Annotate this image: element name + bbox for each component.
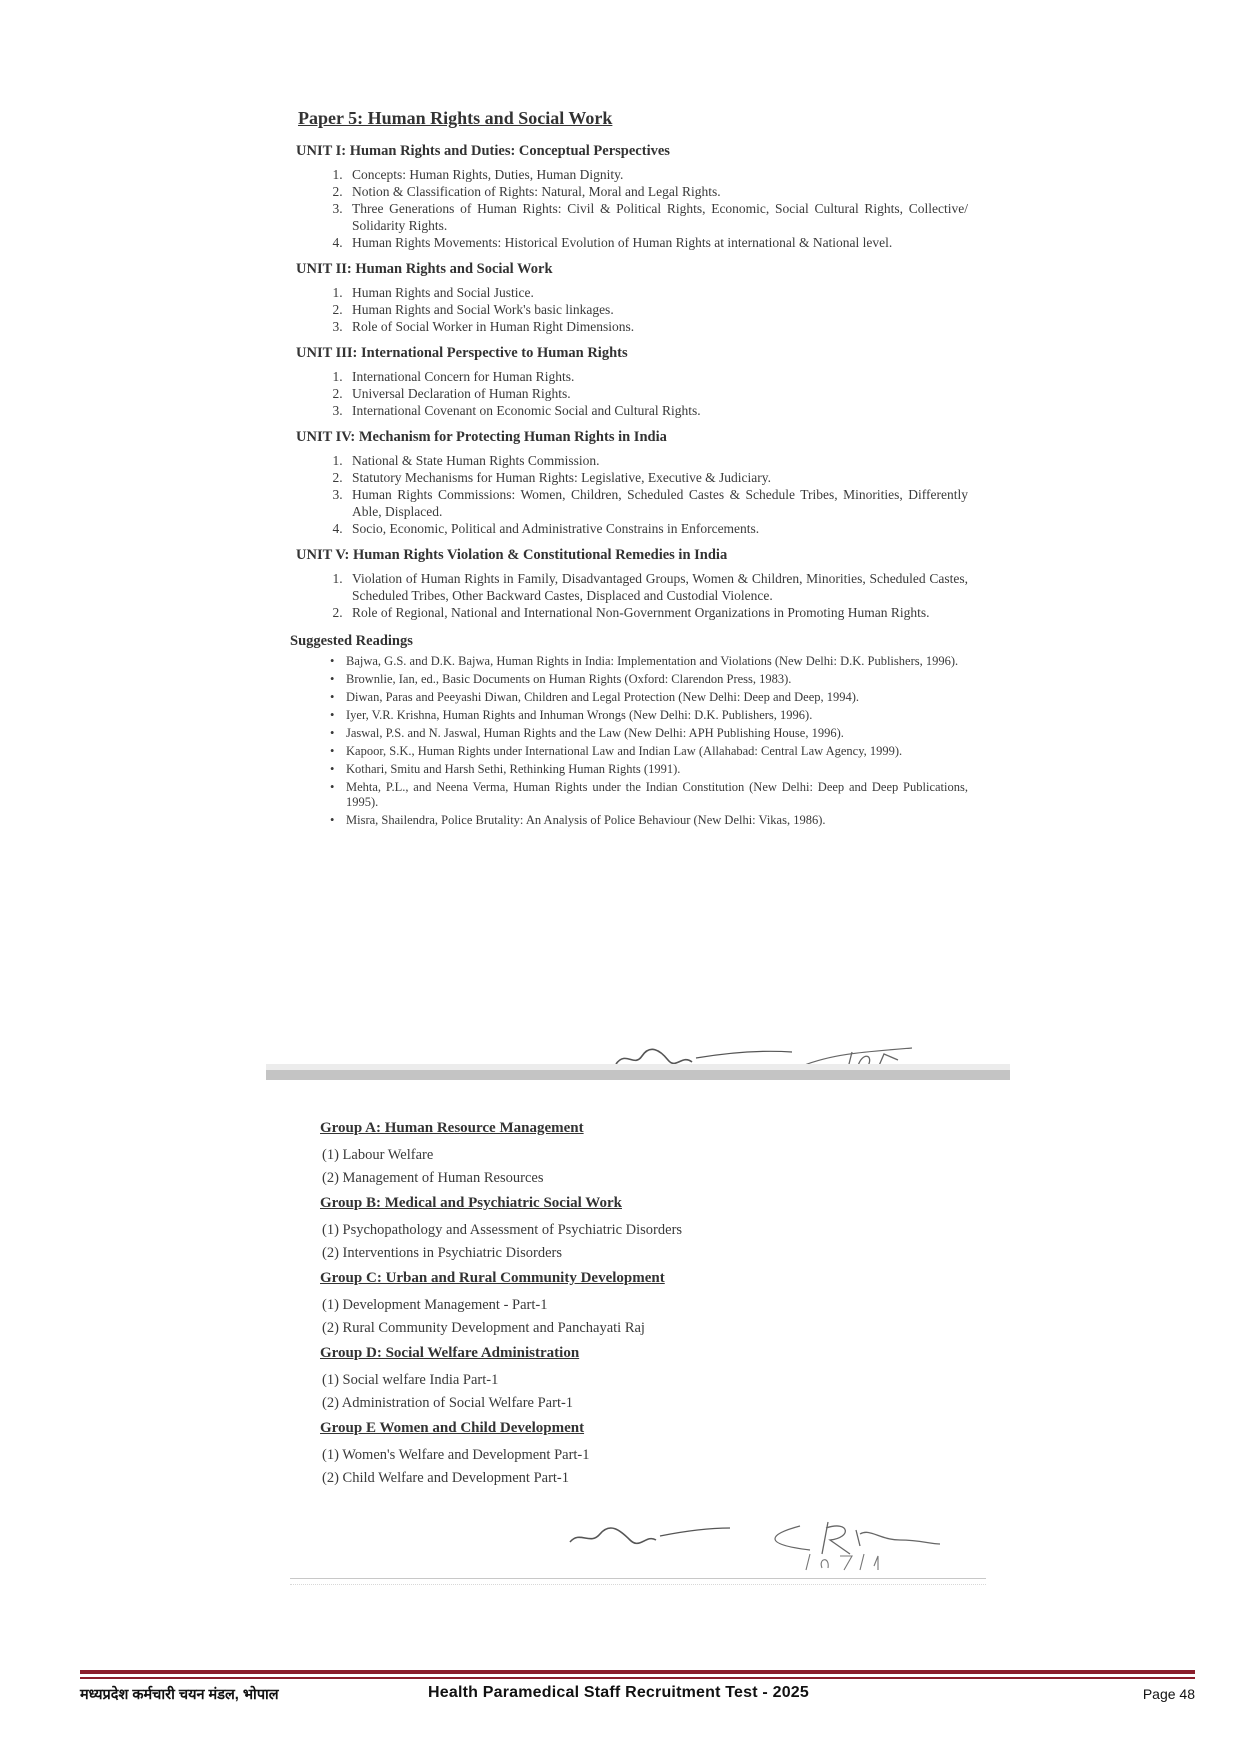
unit-item-list (288, 570, 968, 621)
reading-item: • Kapoor, S.K., Human Rights under International Law and Indian Law (Allahabad: Central Law Agency, 1999). (346, 744, 968, 759)
reading-item: • Diwan, Paras and Peeyashi Diwan, Children and Legal Protection (New Delhi: Deep and Deep, 1994). (346, 690, 968, 705)
footer-organization: मध्यप्रदेश कर्मचारी चयन मंडल, भोपाल (80, 1687, 279, 1703)
unit-title: UNIT II: Human Rights and Social Work (296, 261, 553, 277)
reading-item: • Mehta, P.L., and Neena Verma, Human Rights under the Indian Constitution (New Delhi: Deep and Deep Publications, 1995). (346, 780, 968, 810)
unit-5 (288, 547, 968, 621)
list-item: 3. International Covenant on Economic Social and Cultural Rights. (346, 402, 968, 419)
unit-item-list (288, 284, 968, 335)
list-item: 3. Three Generations of Human Rights: Civil & Political Rights, Economic, Social Cultural Rights, Collective/ Solidarity Rights. (346, 200, 968, 234)
group-item: (1) Development Management - Part-1 (322, 1297, 548, 1313)
list-item: 1. Concepts: Human Rights, Duties, Human Dignity. (346, 166, 968, 183)
group-title: Group A: Human Resource Management (320, 1120, 584, 1136)
group-item: (2) Administration of Social Welfare Part-1 (322, 1395, 574, 1411)
list-item: 3. Role of Social Worker in Human Right Dimensions. (346, 318, 968, 335)
list-item: 1. Violation of Human Rights in Family, Disadvantaged Groups, Women & Children, Minorities, Scheduled Castes, Scheduled Tribes, Other Backward Castes, Displaced and Custodial Violence. (346, 570, 968, 604)
page-number: Page 48 (1142, 1686, 1195, 1702)
group-item: (1) Women's Welfare and Development Part-1 (322, 1447, 590, 1463)
unit-title: UNIT V: Human Rights Violation & Constitutional Remedies in India (296, 547, 728, 563)
unit-item-list (288, 166, 968, 251)
list-item: 2. Universal Declaration of Human Rights. (346, 385, 968, 402)
list-item: 2. Human Rights and Social Work's basic linkages. (346, 301, 968, 318)
scan-bottom-border (290, 1578, 986, 1579)
list-item: 2. Role of Regional, National and International Non-Government Organizations in Promoting Human Rights. (346, 604, 968, 621)
group-item: (2) Rural Community Development and Panchayati Raj (322, 1320, 645, 1336)
suggested-readings-title: Suggested Readings (290, 633, 413, 649)
syllabus-scan-paper5 (288, 96, 968, 831)
group-item: (2) Child Welfare and Development Part-1 (322, 1470, 570, 1486)
group-c (320, 1270, 980, 1337)
signature-2-image (560, 1500, 980, 1572)
syllabus-scan-groups (320, 1112, 980, 1493)
scan-bottom-border-dotted (290, 1584, 986, 1585)
group-item: (1) Social welfare India Part-1 (322, 1372, 499, 1388)
paper-title: Paper 5: Human Rights and Social Work (298, 108, 613, 128)
reading-item: • Bajwa, G.S. and D.K. Bajwa, Human Rights in India: Implementation and Violations (New Delhi: D.K. Publishers, 1996). (346, 654, 968, 669)
unit-4 (288, 429, 968, 537)
unit-title: UNIT I: Human Rights and Duties: Conceptual Perspectives (296, 143, 670, 159)
group-title: Group C: Urban and Rural Community Development (320, 1270, 665, 1286)
unit-3 (288, 345, 968, 419)
list-item: 2. Notion & Classification of Rights: Natural, Moral and Legal Rights. (346, 183, 968, 200)
footer-test-name: Health Paramedical Staff Recruitment Test - 2025 (428, 1684, 809, 1701)
reading-item: • Kothari, Smitu and Harsh Sethi, Rethinking Human Rights (1991). (346, 762, 968, 777)
list-item: 1. International Concern for Human Rights. (346, 368, 968, 385)
unit-title: UNIT III: International Perspective to Human Rights (296, 345, 628, 361)
list-item: 4. Human Rights Movements: Historical Evolution of Human Rights at international & National level. (346, 234, 968, 251)
group-item: (1) Psychopathology and Assessment of Psychiatric Disorders (322, 1222, 683, 1238)
reading-item: • Jaswal, P.S. and N. Jaswal, Human Rights and the Law (New Delhi: APH Publishing House, 1996). (346, 726, 968, 741)
scan-separator (266, 1070, 1010, 1080)
group-item: (2) Management of Human Resources (322, 1170, 544, 1186)
list-item: 1. Human Rights and Social Justice. (346, 284, 968, 301)
footer-rule-thin (80, 1677, 1195, 1679)
list-item: 2. Statutory Mechanisms for Human Rights: Legislative, Executive & Judiciary. (346, 469, 968, 486)
unit-item-list (288, 452, 968, 537)
list-item: 1. National & State Human Rights Commission. (346, 452, 968, 469)
group-b (320, 1195, 980, 1262)
list-item: 3. Human Rights Commissions: Women, Children, Scheduled Castes & Schedule Tribes, Minorities, Differently Able, Displaced. (346, 486, 968, 520)
unit-1 (288, 143, 968, 251)
group-item: (2) Interventions in Psychiatric Disorders (322, 1245, 563, 1261)
group-a (320, 1120, 980, 1187)
reading-item: • Misra, Shailendra, Police Brutality: An Analysis of Police Behaviour (New Delhi: Vikas, 1986). (346, 813, 968, 828)
list-item: 4. Socio, Economic, Political and Administrative Constrains in Enforcements. (346, 520, 968, 537)
unit-item-list (288, 368, 968, 419)
group-title: Group E Women and Child Development (320, 1420, 585, 1436)
unit-title: UNIT IV: Mechanism for Protecting Human Rights in India (296, 429, 667, 445)
unit-2 (288, 261, 968, 335)
group-e (320, 1420, 980, 1487)
group-d (320, 1345, 980, 1412)
footer-rule (80, 1670, 1195, 1674)
suggested-readings-list (288, 654, 968, 828)
page-footer (80, 1684, 1195, 1708)
group-title: Group D: Social Welfare Administration (320, 1345, 580, 1361)
group-item: (1) Labour Welfare (322, 1147, 434, 1163)
reading-item: • Iyer, V.R. Krishna, Human Rights and Inhuman Wrongs (New Delhi: D.K. Publishers, 1996). (346, 708, 968, 723)
group-title: Group B: Medical and Psychiatric Social Work (320, 1195, 622, 1211)
reading-item: • Brownlie, Ian, ed., Basic Documents on Human Rights (Oxford: Clarendon Press, 1983). (346, 672, 968, 687)
